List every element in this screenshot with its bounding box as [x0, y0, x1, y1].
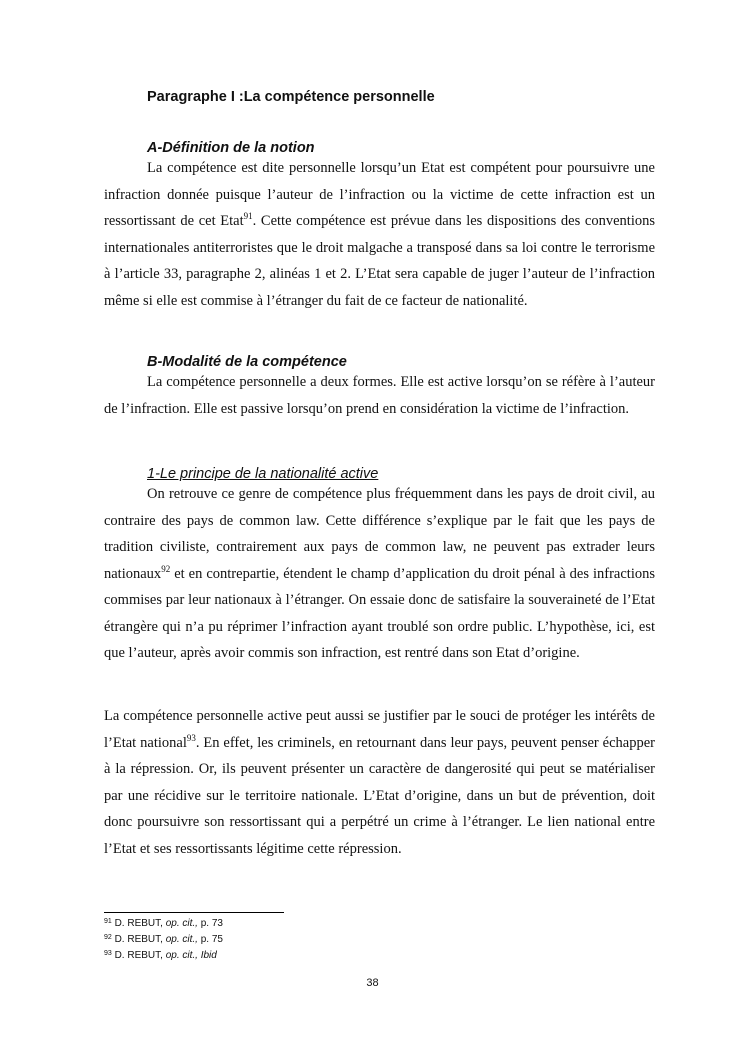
footnote-ref-text: op. cit., Ibid: [165, 950, 217, 961]
footnote-92: [104, 933, 223, 947]
subsection-heading-b: B-Modalité de la compétence: [147, 354, 347, 370]
paragraph-definition: [104, 155, 655, 314]
paragraph-modalite: [104, 369, 655, 422]
paragraph-text: La compétence est dite personnelle lorsqu’un Etat est compétent pour poursuivre une infraction donnée puisque l’auteur de l’infraction ou la victime de cette infraction est un ressortissant de cet Etat: [104, 160, 655, 229]
paragraph-text: La compétence personnelle active peut aussi se justifier par le souci de protéger les intérêts de l’Etat national: [104, 708, 655, 751]
paragraph-nationalite-active: [104, 481, 655, 667]
footnote-ref-text: op. cit.,: [165, 918, 198, 929]
footnote-91: [104, 917, 223, 931]
footnote-author: D. REBUT,: [114, 918, 166, 929]
footnote-number: 91: [104, 918, 112, 925]
footnote-ref: 93: [186, 732, 196, 743]
paragraph-text: . En effet, les criminels, en retournant dans leur pays, peuvent penser échapper à la répression. Or, ils peuvent présenter un caractère de dangerosité qui peut se matérialiser par une récidive sur le territoire nationale. L’Etat d’origine, dans un but de prévention, doit donc poursuivre son ressortissant qui a perpétré un crime à l’étranger. Le lien national entre l’Etat et ses ressortissants légitime cette répression.: [104, 734, 655, 857]
footnote-separator: [104, 912, 284, 913]
footnote-number: 93: [104, 950, 112, 957]
paragraph-text: La compétence personnelle a deux formes. Elle est active lorsqu’on se réfère à l’auteur de l’infraction. Elle est passive lorsqu’on prend en considération la victime de l’infraction.: [104, 374, 655, 417]
subsection-heading-a: A-Définition de la notion: [147, 140, 315, 156]
footnote-93: [104, 949, 217, 963]
footnote-number: 92: [104, 934, 112, 941]
paragraph-competence-active: [104, 703, 655, 862]
footnote-author: D. REBUT,: [114, 934, 166, 945]
paragraph-text: et en contrepartie, étendent le champ d’application du droit pénal à des infractions commises par leur nationaux à l’étranger. On essaie donc de satisfaire la souveraineté de l’Etat étrangère qui n’a pu réprimer l’infraction ayant troublé son ordre public. L’hypothèse, ici, est que l’auteur, après avoir commis son infraction, est rentré dans son Etat d’origine.: [104, 565, 655, 661]
paragraph-text: On retrouve ce genre de compétence plus fréquemment dans les pays de droit civil, au contraire des pays de common law. Cette différence s’explique par le fait que les pays de tradition civiliste, contrairement aux pays de common law, ne peuvent pas extrader leurs nationaux: [104, 486, 655, 582]
section-title: Paragraphe I :La compétence personnelle: [147, 89, 435, 105]
footnote-ref-text: op. cit.,: [165, 934, 198, 945]
footnote-ref: 91: [243, 211, 253, 221]
page-number: 38: [366, 977, 379, 989]
footnote-author: D. REBUT,: [114, 950, 166, 961]
paragraph-text: . Cette compétence est prévue dans les dispositions des conventions internationales antiterroristes que le droit malgache a transposé dans sa loi contre le terrorisme à l’article 33, paragraphe 2, alinéas 1 et 2. L’Etat sera capable de juger l’auteur de l’infraction même si elle est commise à l’étranger du fait de ce facteur de nationalité.: [104, 213, 655, 309]
footnote-page: p. 73: [197, 918, 223, 929]
footnote-ref: 92: [161, 563, 171, 574]
footnote-page: p. 75: [197, 934, 223, 945]
subsection-heading-1: 1-Le principe de la nationalité active: [147, 466, 379, 482]
